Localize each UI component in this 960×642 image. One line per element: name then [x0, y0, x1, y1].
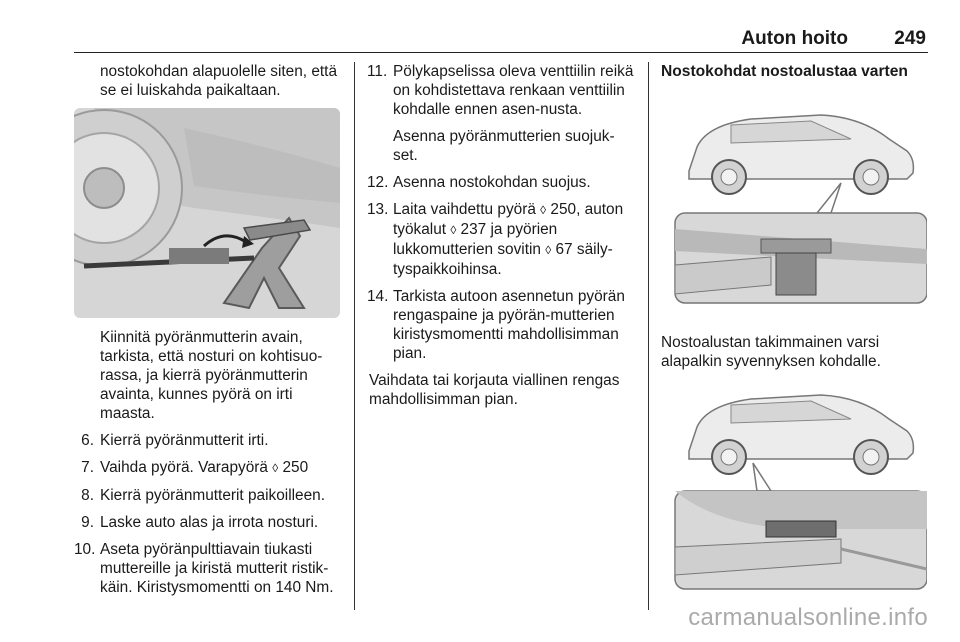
column-right — [661, 62, 931, 593]
page-ref-icon: ◊ — [545, 243, 552, 257]
page-number: 249 — [894, 28, 926, 49]
column-divider — [354, 62, 355, 610]
page-header — [74, 28, 928, 53]
list-item: 6. Kierrä pyöränmutterit irti. — [81, 432, 269, 449]
jack-instruction: Kiinnitä pyöränmutterin avain, tarkista, että nosturi on kohtisuo-rassa, ja kierrä pyöränmutterin avainta, kunnes pyörä on irti maasta. — [100, 329, 323, 422]
page-ref-icon: ◊ — [540, 203, 547, 217]
page-ref-link[interactable]: 67 säily-tyspaikkoihinsa. — [393, 241, 613, 278]
page-ref-link[interactable]: 237 ja pyörien lukkomutterien sovitin — [393, 221, 558, 258]
list-item: 11. Pölykapselissa oleva venttiilin reikä on kohdistettava renkaan venttiilin kohdalle ennen asen-nusta. — [367, 63, 634, 118]
page-ref-link[interactable]: 250 — [282, 459, 309, 476]
list-item: 10. Aseta pyöränpulttiavain tiukasti muttereille ja kiristä mutterit ristik-käin. Kiristysmomentti on 140 Nm. — [74, 541, 334, 596]
jack-illustration — [74, 108, 340, 318]
list-item: 12. Asenna nostokohdan suojus. — [367, 174, 591, 191]
figure-caption: Nostoalustan takimmainen varsi alapalkin syvennyksen kohdalle. — [661, 334, 881, 370]
page-ref-icon: ◊ — [272, 461, 279, 475]
closing-note: Vaihdata tai korjauta viallinen rengas mahdollisimman pian. — [369, 372, 620, 408]
page-ref-link[interactable]: 250, — [550, 201, 581, 218]
column-divider — [648, 62, 649, 610]
watermark: carmanualsonline.info — [688, 604, 928, 631]
list-item: 9. Laske auto alas ja irrota nosturi. — [81, 514, 319, 531]
section-title: Auton hoito — [741, 28, 848, 49]
list-item: 8. Kierrä pyöränmutterit paikoilleen. — [81, 487, 325, 504]
list-item: 13. Laita vaihdettu pyörä ◊ 250, auton työkalut ◊ 237 ja pyörien lukkomutterien sovitin ◊ 67 säily-tyspaikkoihinsa. — [367, 201, 624, 278]
column-middle — [367, 62, 637, 417]
column-left — [74, 62, 342, 605]
list-item: 7. Vaihda pyörä. Varapyörä ◊ 250 — [81, 459, 309, 476]
car-lift-point-illustration-2 — [661, 379, 927, 593]
list-item: 14. Tarkista autoon asennetun pyörän rengaspaine ja pyörän-mutterien kiristysmomentti mahdollisimman pian. — [367, 288, 625, 362]
car-lift-point-illustration-1 — [661, 89, 927, 307]
intro-text: nostokohdan alapuolelle siten, että se ei luiskahda paikaltaan. — [100, 63, 338, 99]
section-heading: Nostokohdat nostoalustaa varten — [661, 63, 908, 80]
page-ref-icon: ◊ — [450, 223, 457, 237]
sub-instruction: Asenna pyöränmutterien suojuk-set. — [393, 128, 615, 164]
